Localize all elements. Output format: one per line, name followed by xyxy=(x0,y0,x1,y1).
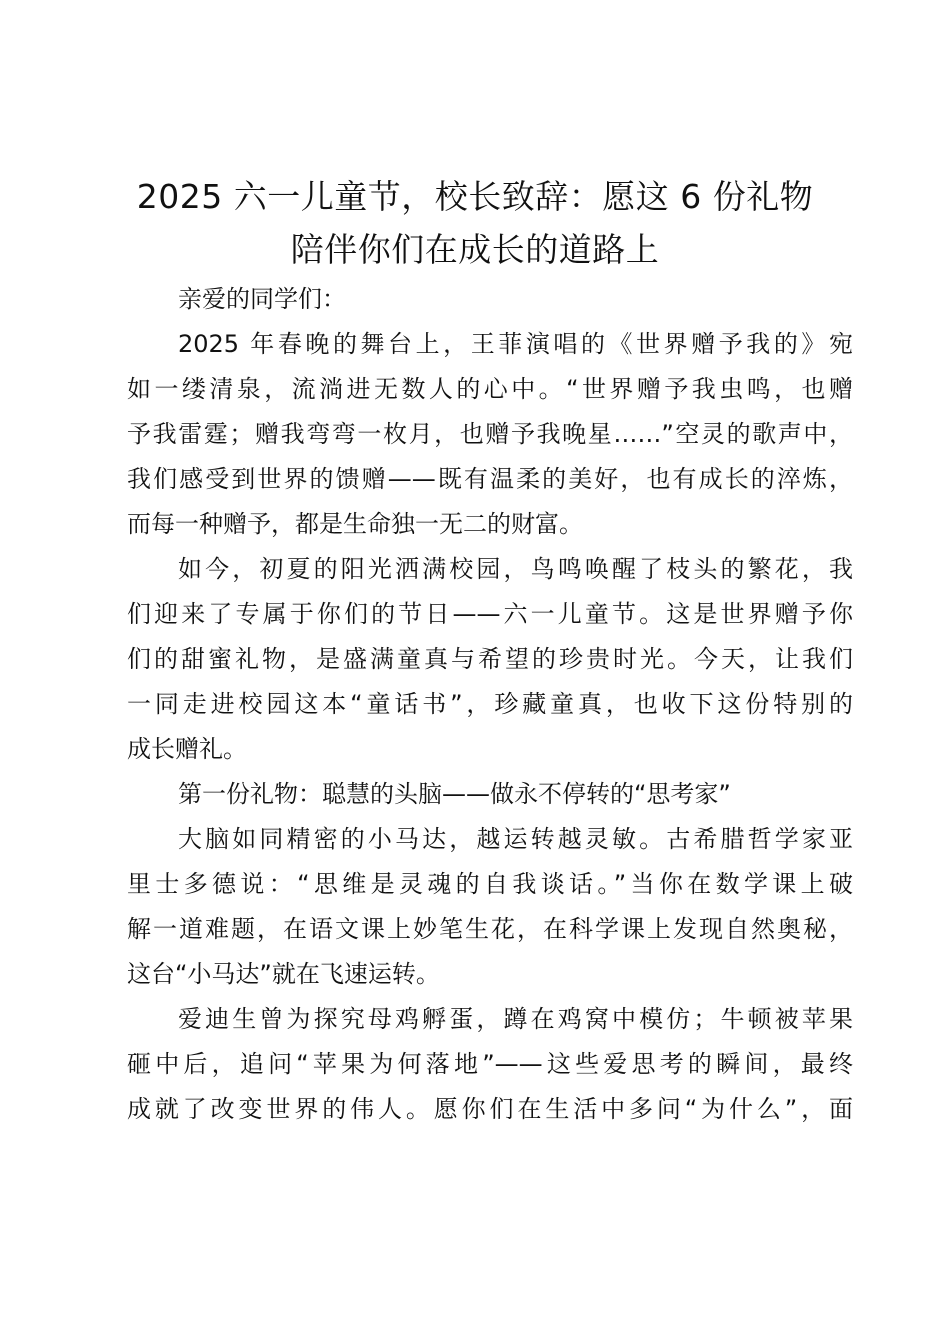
text-line: 爱迪生曾为探究母鸡孵蛋，蹲在鸡窝中模仿；牛顿被苹果 xyxy=(178,1005,853,1033)
title-line-1: 2025 六一儿童节，校长致辞：愿这 6 份礼物 xyxy=(136,177,814,216)
text-line: 而每一种赠予，都是生命独一无二的财富。 xyxy=(127,510,583,538)
text-line: 一同走进校园这本“童话书”，珍藏童真，也收下这份特别的 xyxy=(127,690,853,718)
text-line: 如一缕清泉，流淌进无数人的心中。“世界赠予我虫鸣，也赠 xyxy=(127,375,853,403)
text-line: 我们感受到世界的馈赠——既有温柔的美好，也有成长的淬炼， xyxy=(127,465,853,493)
salutation-line: 亲爱的同学们： xyxy=(178,285,346,313)
text-line: 成长赠礼。 xyxy=(127,735,247,763)
document-body xyxy=(127,277,853,1132)
document-title xyxy=(100,170,850,276)
text-line: 砸中后，追问“苹果为何落地”——这些爱思考的瞬间，最终 xyxy=(127,1050,853,1078)
text-line: 们迎来了专属于你们的节日——六一儿童节。这是世界赠予你 xyxy=(127,600,853,628)
text-line: 2025 年春晚的舞台上，王菲演唱的《世界赠予我的》宛 xyxy=(178,330,853,358)
text-line: 予我雷霆；赠我弯弯一枚月，也赠予我晚星……”空灵的歌声中， xyxy=(127,420,853,448)
text-line: 们的甜蜜礼物，是盛满童真与希望的珍贵时光。今天，让我们 xyxy=(127,645,853,673)
text-line: 如今，初夏的阳光洒满校园，鸟鸣唤醒了枝头的繁花，我 xyxy=(178,555,853,583)
text-line: 大脑如同精密的小马达，越运转越灵敏。古希腊哲学家亚 xyxy=(178,825,853,853)
text-line: 解一道难题，在语文课上妙笔生花，在科学课上发现自然奥秘， xyxy=(127,915,853,943)
text-line: 成就了改变世界的伟人。愿你们在生活中多问“为什么”，面 xyxy=(127,1095,853,1123)
text-line: 里士多德说：“思维是灵魂的自我谈话。”当你在数学课上破 xyxy=(127,870,853,898)
section-heading-line: 第一份礼物：聪慧的头脑——做永不停转的“思考家” xyxy=(178,780,731,808)
title-line-2: 陪伴你们在成长的道路上 xyxy=(290,230,660,269)
text-line: 这台“小马达”就在飞速运转。 xyxy=(127,960,440,988)
